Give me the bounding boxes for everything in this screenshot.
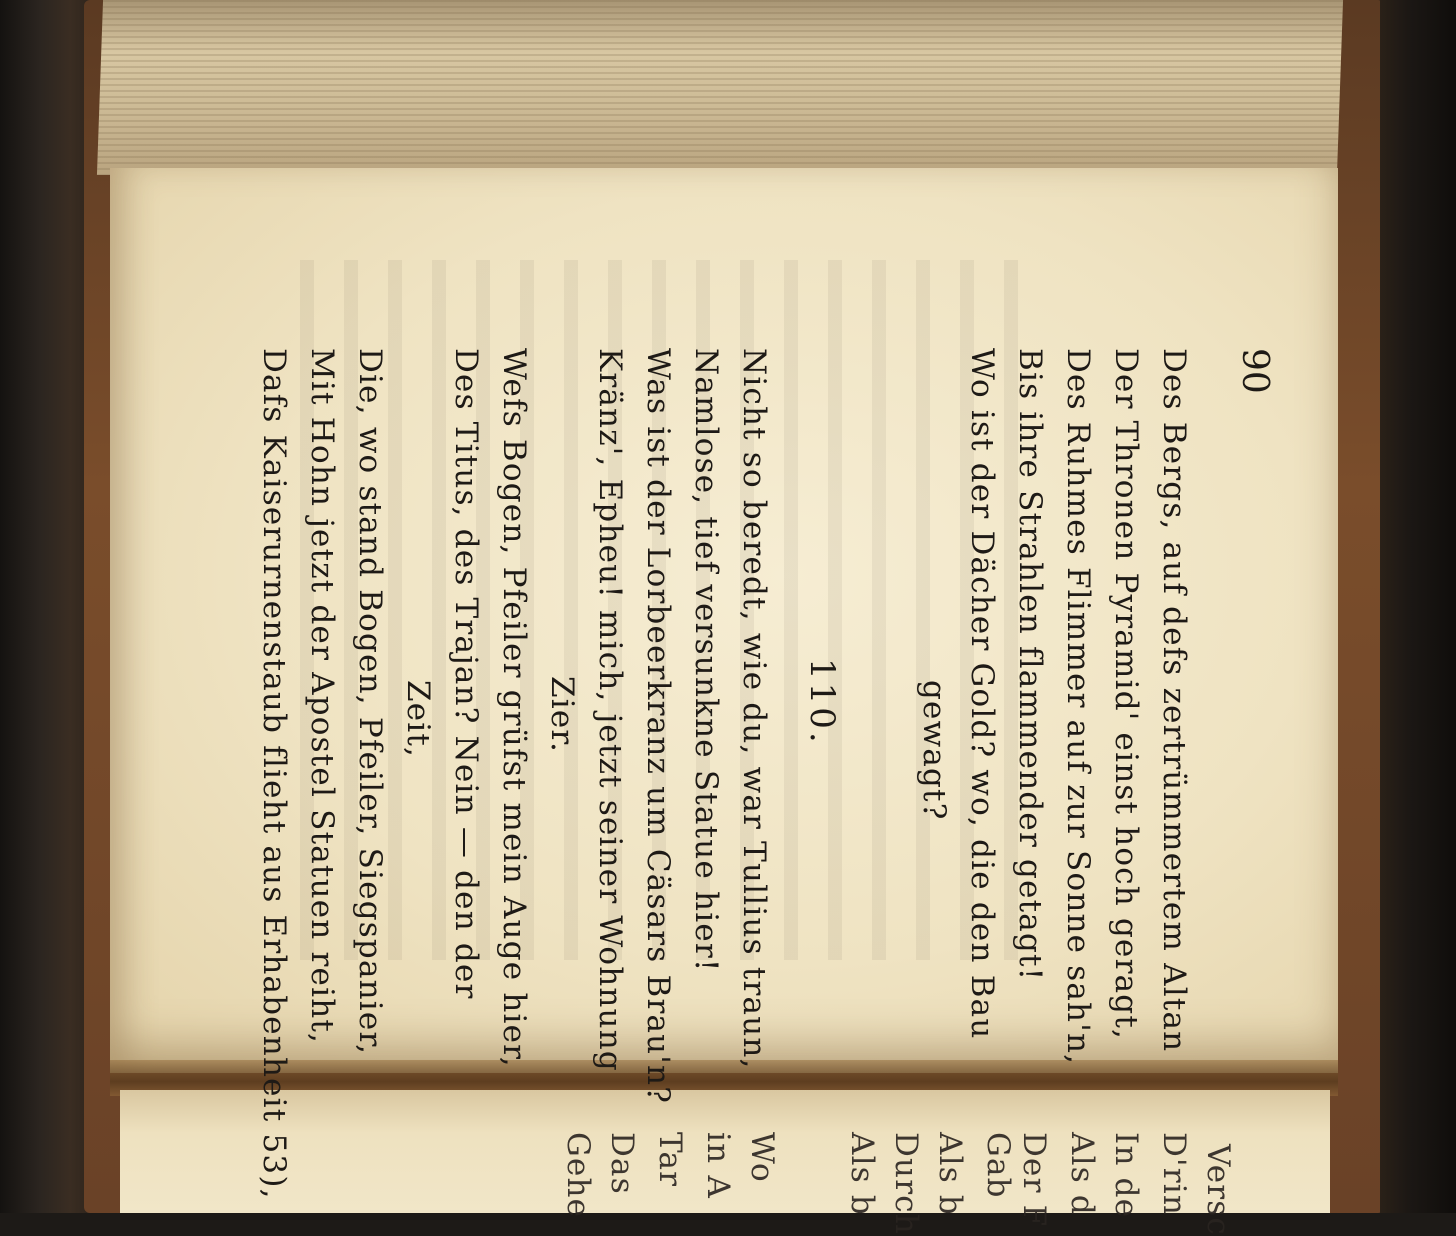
verse-line: Namlose, tief versunkne Statue hier!: [688, 348, 724, 973]
page-edges: [97, 0, 1343, 175]
fragment: In de: [1108, 1132, 1144, 1219]
book-cover-right: [1380, 0, 1456, 1213]
verse-line: Kränz', Epheu! mich, jetzt seiner Wohnung: [592, 348, 628, 1072]
verse-line: Nicht so beredt, wie du, war Tullius traun,: [736, 348, 772, 1070]
fragment: Als b: [844, 1132, 880, 1216]
verse-line-continuation: Zeit,: [400, 680, 436, 759]
verse-line: Die, wo stand Bogen, Pfeiler, Siegspanier,: [352, 348, 388, 1056]
page-number: 90: [1234, 348, 1275, 394]
verse-line: Der Thronen Pyramid' einst hoch geragt,: [1108, 348, 1144, 1041]
verse-line: Was ist der Lorbeerkranz um Cäsars Brau'n?: [640, 348, 676, 1105]
verse-line: Bis ihre Strahlen flammender getagt!: [1012, 348, 1048, 982]
fragment: Das: [604, 1132, 640, 1195]
fragment: D'rin: [1156, 1132, 1192, 1217]
verse-line-continuation: Zier.: [544, 676, 580, 754]
verse-line-continuation: gewagt?: [916, 680, 952, 821]
fragment: Tar: [652, 1132, 688, 1188]
verse-line: Wo ist der Dächer Gold? wo, die den Bau: [964, 348, 1000, 1040]
verse-line: Wefs Bogen, Pfeiler grüfst mein Auge hier,: [496, 348, 532, 1068]
fragment: in A: [700, 1132, 736, 1199]
fragment: Der F: [1016, 1132, 1052, 1228]
fragment: Durch: [888, 1132, 924, 1235]
fragment: Wo: [744, 1132, 780, 1183]
fragment: Als d: [1064, 1132, 1100, 1216]
section-number: 110.: [802, 658, 842, 746]
verse-line: Dafs Kaiserurnenstaub flieht aus Erhabenheit 53),: [256, 348, 292, 1200]
fragment: Gab: [980, 1132, 1016, 1199]
fragment: Versc: [1200, 1144, 1236, 1236]
verse-line: Des Titus, des Trajan? Nein — den der: [448, 348, 484, 1000]
verse-line: Des Ruhmes Flimmer auf zur Sonne sah'n,: [1060, 348, 1096, 1066]
fragment: Als b: [932, 1132, 968, 1216]
verse-line: Mit Hohn jetzt der Apostel Statuen reiht,: [304, 348, 340, 1045]
fragment: Gehe: [560, 1132, 596, 1219]
verse-line: Des Bergs, auf defs zertrümmertem Altan: [1156, 348, 1192, 1053]
